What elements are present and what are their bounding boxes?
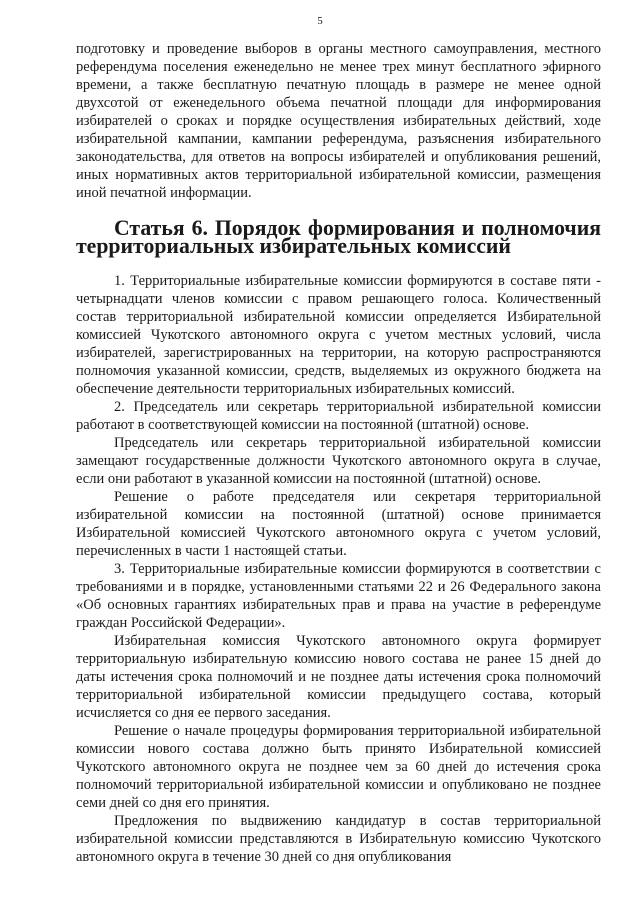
paragraph: Предложения по выдвижению кандидатур в состав территориальной избирательной комиссии представляются в Избирательную комиссию Чукотского автономного округа в течение 30 дней со дня опубликования	[76, 813, 601, 865]
article-heading: Статья 6. Порядок формирования и полномочия территориальных избирательных комиссий	[76, 216, 601, 258]
paragraph: Председатель или секретарь территориальной избирательной комиссии замещают государственные должности Чукотского автономного округа в случае, если они работают в указанной комиссии на постоянной (штатной) основе.	[76, 435, 601, 487]
paragraph: Избирательная комиссия Чукотского автономного округа формирует территориальную избирательную комиссию нового состава не ранее 15 дней до даты истечения срока полномочий и не позднее даты истечения срока полномочий территориальной избирательной комиссии предыдущего состава, который исчисляется со дня ее первого заседания.	[76, 633, 601, 721]
paragraph: 1. Территориальные избирательные комиссии формируются в составе пяти - четырнадцати членов комиссии с правом решающего голоса. Количественный состав территориальной избирательной комиссии определяется Избирательной комиссией Чукотского автономного округа с учетом местных условий, числа избирателей, зарегистрированных на территории, на которую распространяются полномочия указанной комиссии, средств, выделяемых из окружного бюджета на обеспечение деятельности территориальных избирательных комиссий.	[76, 273, 601, 397]
document-body	[76, 40, 601, 866]
paragraph: 3. Территориальные избирательные комиссии формируются в соответствии с требованиями и в порядке, установленными статьями 22 и 26 Федерального закона «Об основных гарантиях избирательных прав и права на участие в референдуме граждан Российской Федерации».	[76, 561, 601, 631]
continuation-paragraph: подготовку и проведение выборов в органы местного самоуправления, местного референдума поселения еженедельно не менее трех минут бесплатного эфирного времени, а также бесплатную печатную площадь в размере не менее одной двухсотой от еженедельного объема печатной площади для информирования избирателей о сроках и порядке осуществления избирательных действий, ходе избирательной кампании, кампании референдума, разъяснения избирательного законодательства, для ответов на вопросы избирателей и опубликования решений, иных нормативных актов территориальной избирательной комиссии, размещения иной печатной информации.	[76, 41, 601, 201]
paragraph: Решение о работе председателя или секретаря территориальной избирательной комиссии на постоянной (штатной) основе принимается Избирательной комиссией Чукотского автономного округа с учетом условий, перечисленных в части 1 настоящей статьи.	[76, 489, 601, 559]
paragraph: 2. Председатель или секретарь территориальной избирательной комиссии работают в соответствующей комиссии на постоянной (штатной) основе.	[76, 399, 601, 433]
page-number: 5	[317, 15, 323, 27]
paragraph: Решение о начале процедуры формирования территориальной избирательной комиссии нового состава должно быть принято Избирательной комиссией Чукотского автономного округа не позднее чем за 60 дней до истечения срока полномочий территориальной избирательной комиссии и опубликовано не позднее семи дней со дня его принятия.	[76, 723, 601, 811]
